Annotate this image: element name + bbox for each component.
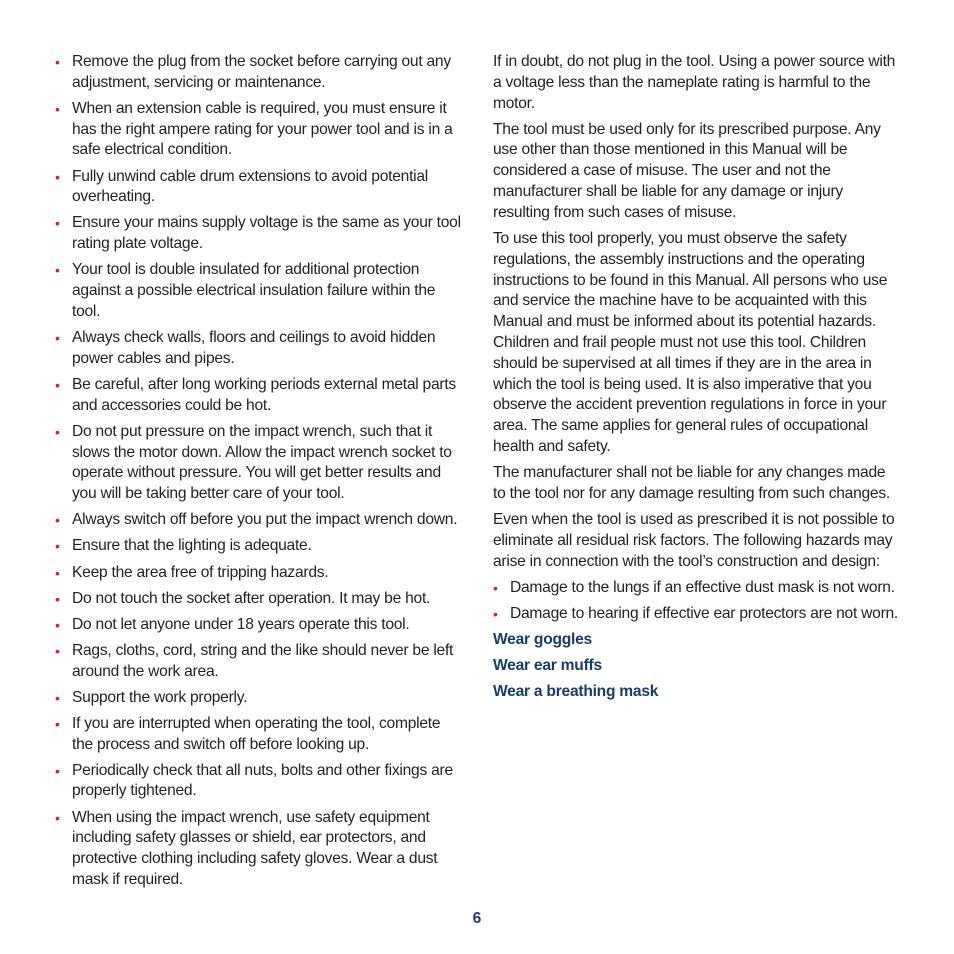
bullet-icon: • [55,100,60,117]
bullet-icon: • [55,168,60,185]
bullet-icon: • [55,689,60,706]
list-item-text: Fully unwind cable drum extensions to avoid potential overheating. [72,167,429,206]
list-item [55,641,465,683]
list-item [55,761,465,803]
list-item [55,615,465,636]
hazard-bullet-list [493,578,901,625]
list-item-text: Ensure your mains supply voltage is the same as your tool rating plate voltage. [72,214,461,253]
list-item-text: Do not touch the socket after operation. It may be hot. [72,589,431,607]
list-item [55,510,465,531]
bullet-icon: • [55,215,60,232]
bullet-icon: • [55,512,60,529]
list-item-text: When using the impact wrench, use safety equipment including safety glasses or shield, ear protectors, and protective clothing including safety gloves. Wear a dust mask if required. [72,808,438,888]
warning-wear-ear-muffs: Wear ear muffs [493,656,602,674]
list-item-text: Remove the plug from the socket before carrying out any adjustment, servicing or maintenance. [72,53,451,91]
bullet-icon: • [55,642,60,659]
bullet-icon: • [55,762,60,779]
list-item-text: If you are interrupted when operating the tool, complete the process and switch off before looking up. [72,714,441,753]
list-item-text: Always check walls, floors and ceilings to avoid hidden power cables and pipes. [72,329,436,367]
list-item-text: Be careful, after long working periods external metal parts and accessories could be hot. [72,375,456,414]
list-item [55,688,465,709]
bullet-icon: • [493,579,498,596]
list-item [55,563,465,584]
bullet-icon: • [55,376,60,393]
list-item-text: Damage to the lungs if an effective dust mask is not worn. [510,578,895,596]
list-item [55,589,465,610]
bullet-icon: • [55,564,60,581]
bullet-icon: • [55,423,60,440]
list-item-text: Ensure that the lighting is adequate. [72,537,312,555]
list-item-text: Always switch off before you put the impact wrench down. [72,511,458,529]
warning-wear-goggles: Wear goggles [493,630,592,648]
list-item [55,536,465,557]
list-item [55,260,465,322]
list-item-text: Rags, cloths, cord, string and the like should never be left around the work area. [72,641,454,680]
list-item-text: When an extension cable is required, you must ensure it has the right ampere rating for your power tool and is in a safe electrical condition. [72,99,453,159]
list-item [55,167,465,209]
bullet-icon: • [55,262,60,279]
list-item-text: Your tool is double insulated for additional protection against a possible electrical insulation failure within the tool. [72,261,436,320]
paragraph: The tool must be used only for its prescribed purpose. Any use other than those mentioned in this Manual will be considered a case of misuse. The user and not the manufacturer shall be liable for any damage or injury resulting from such cases of misuse. [493,120,881,221]
list-item [493,604,901,625]
paragraph: If in doubt, do not plug in the tool. Using a power source with a voltage less than the nameplate rating is harmful to the motor. [493,53,896,112]
list-item [55,328,465,370]
page-number: 6 [472,910,482,927]
paragraph: To use this tool properly, you must observe the safety regulations, the assembly instructions and the operating instructions to be found in this Manual. All persons who use and service the machine have to be acquainted with this Manual and must be informed about its potential hazards. Children and frail people must not use this tool. Children should be supervised at all times if they are in the area in which the tool is being used. It is also imperative that you observe the accident prevention regulations in force in your area. The same applies for general rules of occupational health and safety. [493,229,888,455]
list-item [55,375,465,417]
paragraph: Even when the tool is used as prescribed it is not possible to eliminate all residual risk factors. The following hazards may arise in connection with the tool’s construction and design: [493,510,895,570]
bullet-icon: • [55,616,60,633]
paragraph: The manufacturer shall not be liable for any changes made to the tool nor for any damage resulting from such changes. [493,464,890,502]
bullet-icon: • [55,330,60,347]
list-item [55,422,465,505]
list-item [55,808,465,891]
list-item-text: Support the work properly. [72,688,248,706]
bullet-icon: • [55,809,60,826]
list-item [55,714,465,756]
list-item-text: Damage to hearing if effective ear protectors are not worn. [510,604,899,622]
list-item [55,213,465,255]
list-item [55,99,465,161]
bullet-icon: • [55,538,60,555]
list-item-text: Do not put pressure on the impact wrench, such that it slows the motor down. Allow the impact wrench socket to operate without pressure. You will get better results and you will be taking better care of your tool. [72,422,452,503]
list-item-text: Keep the area free of tripping hazards. [72,563,329,581]
left-column [55,52,465,896]
bullet-icon: • [55,54,60,70]
right-column [493,52,901,708]
list-item-text: Do not let anyone under 18 years operate this tool. [72,615,410,633]
warning-wear-breathing-mask: Wear a breathing mask [493,682,659,700]
safety-bullet-list [55,52,465,891]
bullet-icon: • [493,605,498,622]
bullet-icon: • [55,590,60,607]
bullet-icon: • [55,715,60,732]
list-item [493,578,901,599]
list-item-text: Periodically check that all nuts, bolts and other fixings are properly tightened. [72,761,453,800]
list-item [55,52,465,94]
